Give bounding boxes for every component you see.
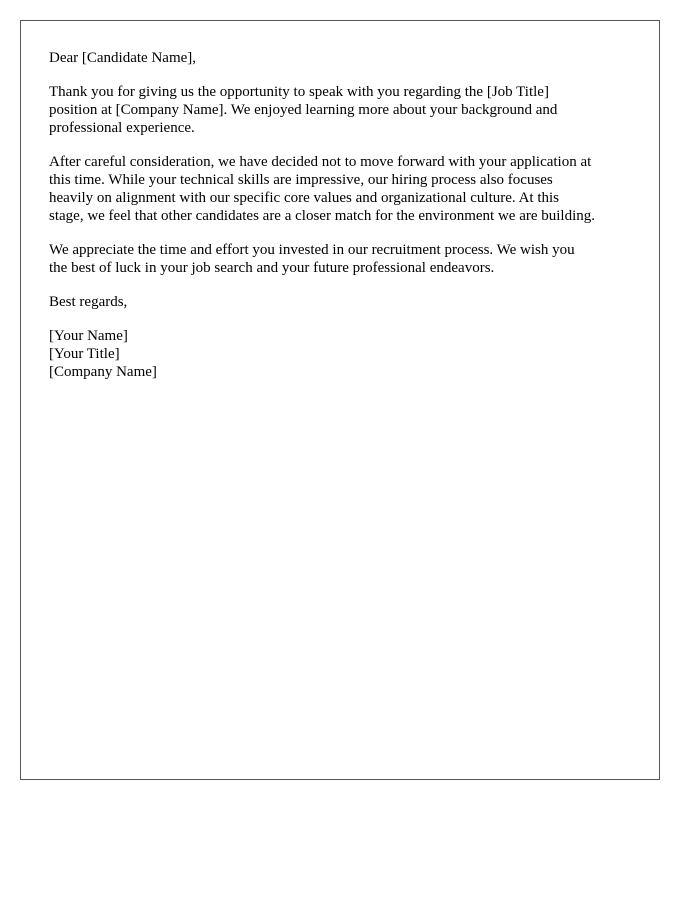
paragraph-thanks [49, 241, 639, 277]
paragraph-line: heavily on alignment with our specific core values and organizational culture. At this [49, 190, 559, 206]
letter-body [49, 49, 639, 381]
paragraph-line: position at [Company Name]. We enjoyed learning more about your background and [49, 102, 558, 118]
paragraph-line: the best of luck in your job search and your future professional endeavors. [49, 260, 495, 276]
paragraph-line: Thank you for giving us the opportunity to speak with you regarding the [Job Title] [49, 84, 549, 100]
paragraph-line: this time. While your technical skills are impressive, our hiring process also focuses [49, 172, 553, 188]
signature-block [49, 327, 639, 381]
letter-frame [20, 20, 660, 780]
salutation-text: Dear [Candidate Name], [49, 50, 197, 66]
closing-text: Best regards, [49, 294, 128, 310]
paragraph-line: professional experience. [49, 120, 195, 136]
closing [49, 293, 639, 311]
paragraph-line: After careful consideration, we have decided not to move forward with your application at [49, 154, 592, 170]
paragraph-line: stage, we feel that other candidates are a closer match for the environment we are building. [49, 208, 596, 224]
signature-name: [Your Name] [49, 328, 128, 344]
signature-title: [Your Title] [49, 346, 120, 362]
paragraph-intro [49, 83, 639, 137]
signature-company: [Company Name] [49, 364, 157, 380]
paragraph-decision [49, 153, 639, 225]
paragraph-line: We appreciate the time and effort you invested in our recruitment process. We wish you [49, 242, 575, 258]
salutation [49, 49, 639, 67]
